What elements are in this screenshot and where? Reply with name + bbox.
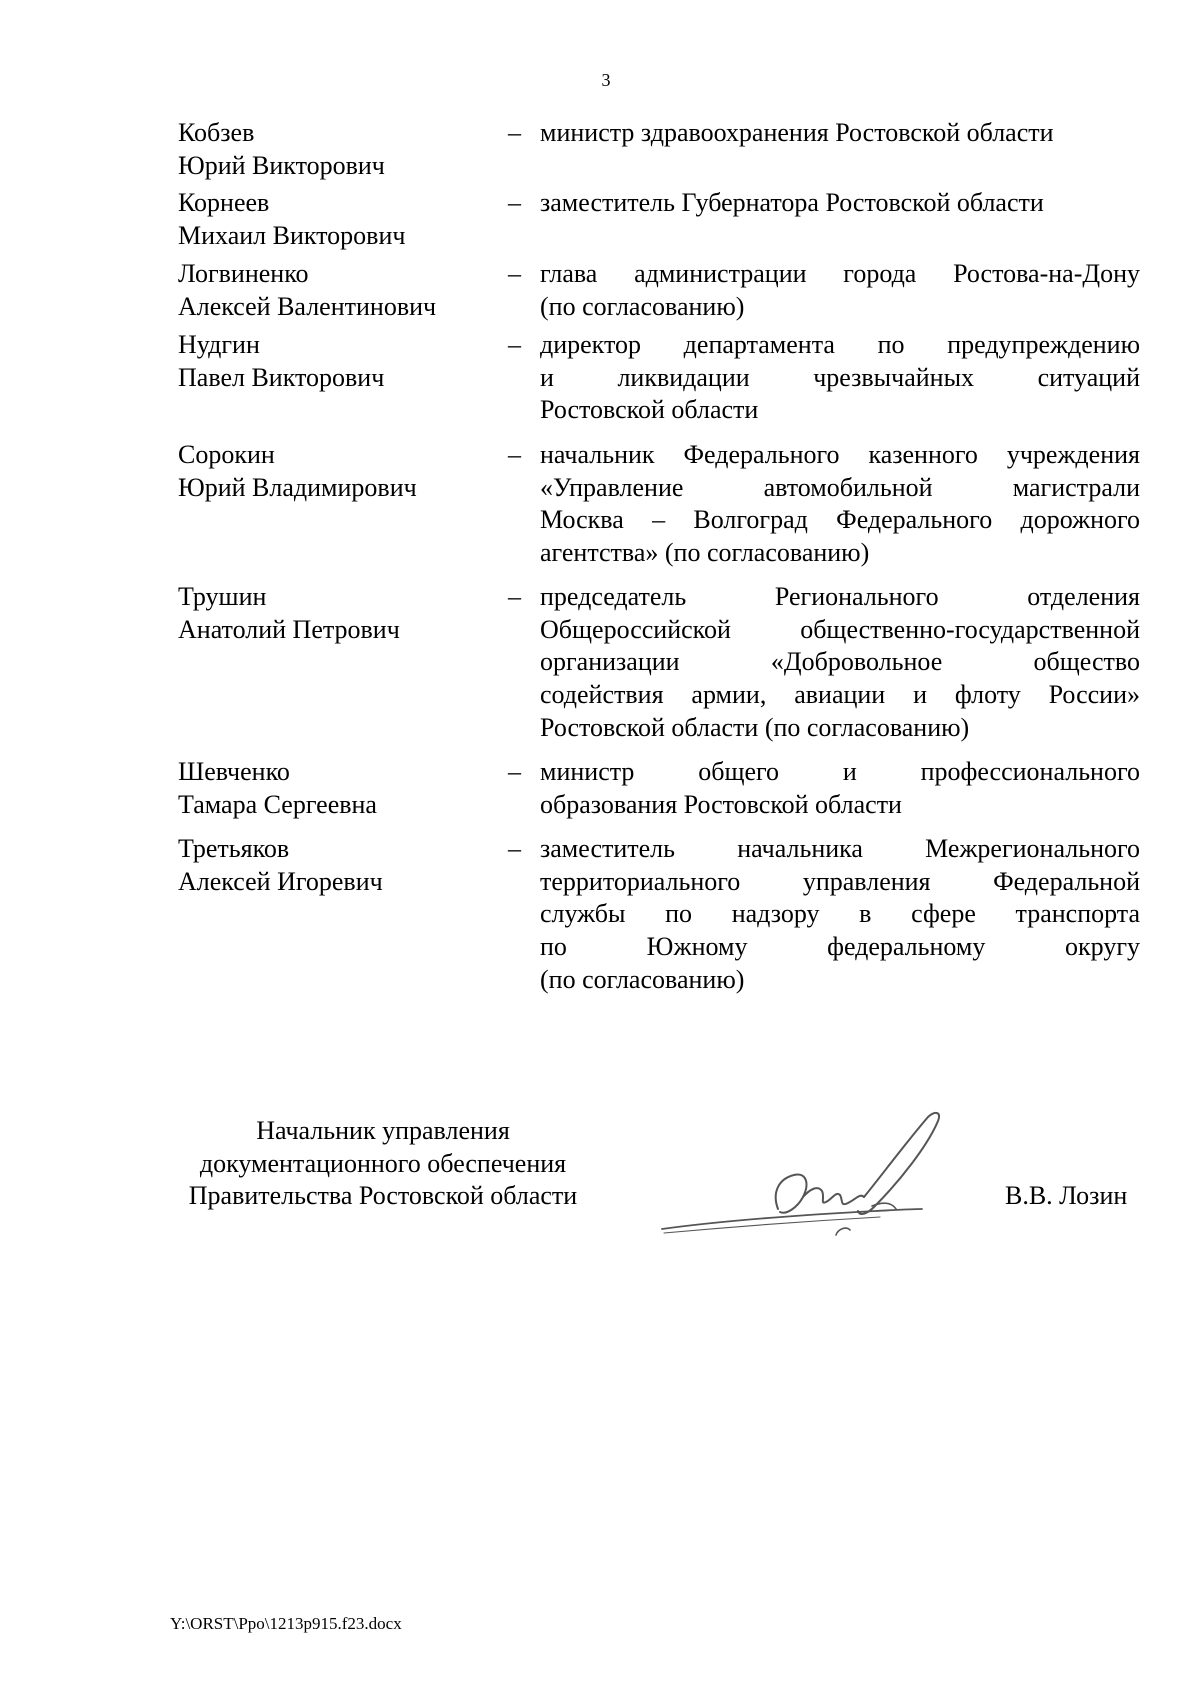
position-line: Правительства Ростовской области bbox=[188, 1181, 578, 1211]
member-role bbox=[540, 258, 1140, 323]
member-surname: Нудгин bbox=[178, 330, 260, 359]
role-line: Москва – Волгоград Федерального дорожного bbox=[540, 505, 1140, 535]
member-name bbox=[178, 187, 498, 252]
member-entry bbox=[178, 581, 1140, 756]
role-line: (по согласованию) bbox=[540, 964, 745, 994]
member-dash: – bbox=[508, 582, 521, 611]
members-list bbox=[178, 117, 1140, 998]
member-role bbox=[540, 833, 1140, 997]
member-entry bbox=[178, 756, 1140, 833]
role-line: начальник Федерального казенного учреждения bbox=[540, 440, 1140, 469]
member-role bbox=[540, 439, 1140, 570]
role-line: председатель Регионального отделения bbox=[540, 582, 1140, 611]
role-line: агентства» (по согласованию) bbox=[540, 538, 870, 568]
member-surname: Кобзев bbox=[178, 118, 255, 147]
member-name bbox=[178, 117, 498, 182]
role-line: по Южному федеральному округу bbox=[540, 932, 1140, 962]
member-dash: – bbox=[508, 330, 521, 359]
member-dash: – bbox=[508, 188, 521, 217]
member-dash: – bbox=[508, 834, 521, 863]
member-entry bbox=[178, 439, 1140, 581]
page-number: 3 bbox=[601, 70, 611, 90]
role-line: глава администрации города Ростова-на-Дону bbox=[540, 259, 1140, 288]
member-name bbox=[178, 439, 498, 504]
member-entry bbox=[178, 258, 1140, 329]
role-line: заместитель начальника Межрегионального bbox=[540, 834, 1140, 863]
member-role bbox=[540, 581, 1140, 745]
member-dash: – bbox=[508, 440, 521, 469]
position-line: документационного обеспечения bbox=[199, 1148, 567, 1178]
member-entry bbox=[178, 833, 1140, 998]
member-given-names: Юрий Викторович bbox=[178, 150, 385, 180]
role-line: (по согласованию) bbox=[540, 291, 745, 321]
signer-name: В.В. Лозин bbox=[1005, 1181, 1128, 1210]
role-line: «Управление автомобильной магистрали bbox=[540, 472, 1140, 502]
role-line: министр общего и профессионального bbox=[540, 757, 1140, 786]
member-name bbox=[178, 756, 498, 821]
member-role bbox=[540, 756, 1140, 821]
member-surname: Сорокин bbox=[178, 440, 275, 469]
member-surname: Третьяков bbox=[178, 834, 290, 863]
member-surname: Корнеев bbox=[178, 188, 270, 217]
role-line: содействия армии, авиации и флоту России» bbox=[540, 680, 1140, 710]
member-name bbox=[178, 581, 498, 646]
file-path: Y:\ORST\Ppo\1213p915.f23.docx bbox=[170, 1614, 402, 1633]
signature-block-position bbox=[158, 1115, 608, 1213]
member-given-names: Тамара Сергеевна bbox=[178, 789, 377, 819]
member-surname: Трушин bbox=[178, 582, 267, 611]
role-line: министр здравоохранения Ростовской области bbox=[540, 118, 1054, 147]
role-line: директор департамента по предупреждению bbox=[540, 330, 1140, 359]
role-line: Общероссийской общественно-государственной bbox=[540, 614, 1140, 644]
member-role bbox=[540, 117, 1140, 150]
role-line: Ростовской области (по согласованию) bbox=[540, 712, 970, 742]
member-dash: – bbox=[508, 757, 521, 786]
member-name bbox=[178, 833, 498, 898]
member-dash: – bbox=[508, 118, 521, 147]
member-entry bbox=[178, 329, 1140, 439]
member-given-names: Алексей Валентинович bbox=[178, 291, 437, 321]
role-line: Ростовской области bbox=[540, 395, 759, 425]
role-line: организации «Добровольное общество bbox=[540, 647, 1140, 677]
role-line: заместитель Губернатора Ростовской области bbox=[540, 188, 1044, 217]
member-entry bbox=[178, 187, 1140, 258]
member-given-names: Павел Викторович bbox=[178, 362, 385, 392]
handwritten-signature bbox=[660, 1105, 950, 1250]
member-name bbox=[178, 258, 498, 323]
member-role bbox=[540, 329, 1140, 427]
position-line: Начальник управления bbox=[256, 1116, 510, 1145]
member-given-names: Михаил Викторович bbox=[178, 220, 406, 250]
member-given-names: Юрий Владимирович bbox=[178, 472, 417, 502]
role-line: территориального управления Федеральной bbox=[540, 866, 1140, 896]
member-surname: Шевченко bbox=[178, 757, 290, 786]
role-line: службы по надзору в сфере транспорта bbox=[540, 899, 1140, 929]
member-entry bbox=[178, 117, 1140, 187]
member-surname: Логвиненко bbox=[178, 259, 309, 288]
member-dash: – bbox=[508, 259, 521, 288]
member-name bbox=[178, 329, 498, 394]
role-line: образования Ростовской области bbox=[540, 789, 902, 819]
member-role bbox=[540, 187, 1140, 220]
member-given-names: Анатолий Петрович bbox=[178, 614, 400, 644]
member-given-names: Алексей Игоревич bbox=[178, 866, 383, 896]
role-line: и ликвидации чрезвычайных ситуаций bbox=[540, 362, 1140, 392]
